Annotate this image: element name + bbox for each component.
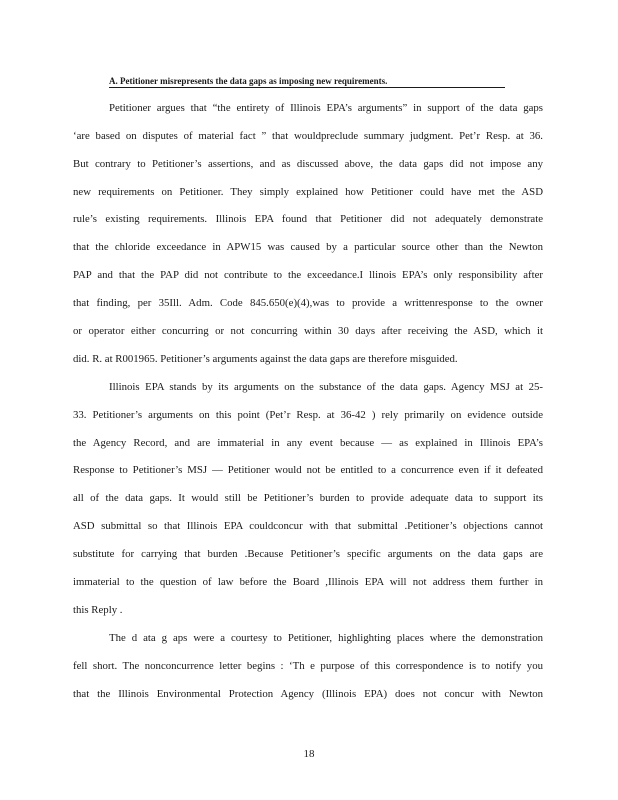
text-line: The d ata g aps were a courtesy to Petitioner, highlighting places where the demonstration — [109, 632, 543, 644]
text-line: or operator either concurring or not concurring within 30 days after receiving the ASD, which it — [73, 325, 543, 337]
text-line: 33. Petitioner’s arguments on this point (Pet’r Resp. at 36-42 ) rely primarily on evidence outside — [73, 409, 543, 421]
text-line: did. R. at R001965. Petitioner’s arguments against the data gaps are therefore misguided. — [73, 353, 458, 365]
text-line: But contrary to Petitioner’s assertions, and as discussed above, the data gaps did not impose any — [73, 158, 543, 170]
text-line: all of the data gaps. It would still be Petitioner’s burden to provide adequate data to support its — [73, 492, 543, 504]
page-number: 18 — [303, 748, 315, 760]
text-line: ‘are based on disputes of material fact ” that wouldpreclude summary judgment. Pet’r Resp. at 36. — [73, 130, 543, 142]
text-line: Petitioner argues that “the entirety of Illinois EPA’s arguments” in support of the data gaps — [109, 102, 543, 114]
text-line: that finding, per 35Ill. Adm. Code 845.650(e)(4),was to provide a writtenresponse to the owner — [73, 297, 543, 309]
text-line: substitute for carrying that burden .Because Petitioner’s specific arguments on the data gaps are — [73, 548, 543, 560]
text-line: the Agency Record, and are immaterial in any event because — as explained in Illinois EPA’s — [73, 437, 543, 449]
text-line: Response to Petitioner’s MSJ — Petitioner would not be entitled to a concurrence even if it defeated — [73, 464, 543, 476]
text-line: immaterial to the question of law before the Board ,Illinois EPA will not address them further in — [73, 576, 543, 588]
text-line: Illinois EPA stands by its arguments on the substance of the data gaps. Agency MSJ at 25- — [109, 381, 543, 393]
text-line: rule’s existing requirements. Illinois EPA found that Petitioner did not adequately demonstrate — [73, 213, 543, 225]
text-line: this Reply . — [73, 604, 123, 616]
text-line: new requirements on Petitioner. They simply explained how Petitioner could have met the ASD — [73, 186, 543, 198]
text-line: PAP and that the PAP did not contribute to the exceedance.I llinois EPA’s only responsibility after — [73, 269, 543, 281]
section-heading: A. Petitioner misrepresents the data gaps as imposing new requirements. — [109, 76, 505, 88]
text-line: fell short. The nonconcurrence letter begins : ‘Th e purpose of this correspondence is to notify you — [73, 660, 543, 672]
text-line: that the Illinois Environmental Protection Agency (Illinois EPA) does not concur with Newton — [73, 688, 543, 700]
text-line: that the chloride exceedance in APW15 was caused by a particular source other than the Newton — [73, 241, 543, 253]
text-line: ASD submittal so that Illinois EPA couldconcur with that submittal .Petitioner’s objections cannot — [73, 520, 543, 532]
